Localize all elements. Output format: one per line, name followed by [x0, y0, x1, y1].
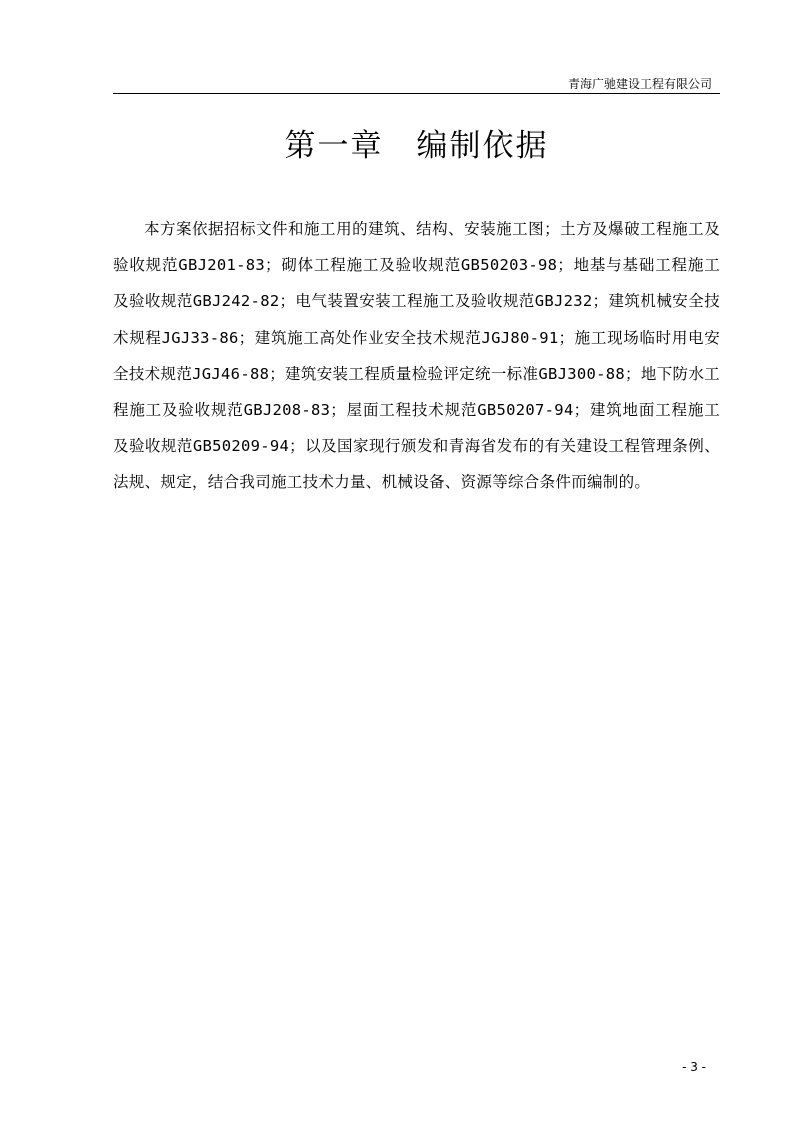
body-paragraph: 本方案依据招标文件和施工用的建筑、结构、安装施工图；土方及爆破工程施工及验收规范GBJ201-83；砌体工程施工及验收规范GB50203-98；地基与基础工程施工及验收规范GBJ242-82；电气装置安装工程施工及验收规范GBJ232；建筑机械安全技术规程JGJ33-86；建筑施工高处作业安全技术规范JGJ80-91；施工现场临时用电安全技术规范JGJ46-88；建筑安装工程质量检验评定统一标准GBJ300-88；地下防水工程施工及验收规范GBJ208-83；屋面工程技术规范GB50207-94；建筑地面工程施工及验收规范GB50209-94；以及国家现行颁发和青海省发布的有关建设工程管理条例、法规、规定，结合我司施工技术力量、机械设备、资源等综合条件而编制的。 — [113, 220, 720, 492]
header-company-name: 青海广驰建设工程有限公司 — [567, 77, 712, 91]
page-number: - 3 - — [682, 1060, 706, 1074]
chapter-title: 第一章 编制依据 — [284, 128, 549, 164]
page-header — [113, 76, 720, 94]
